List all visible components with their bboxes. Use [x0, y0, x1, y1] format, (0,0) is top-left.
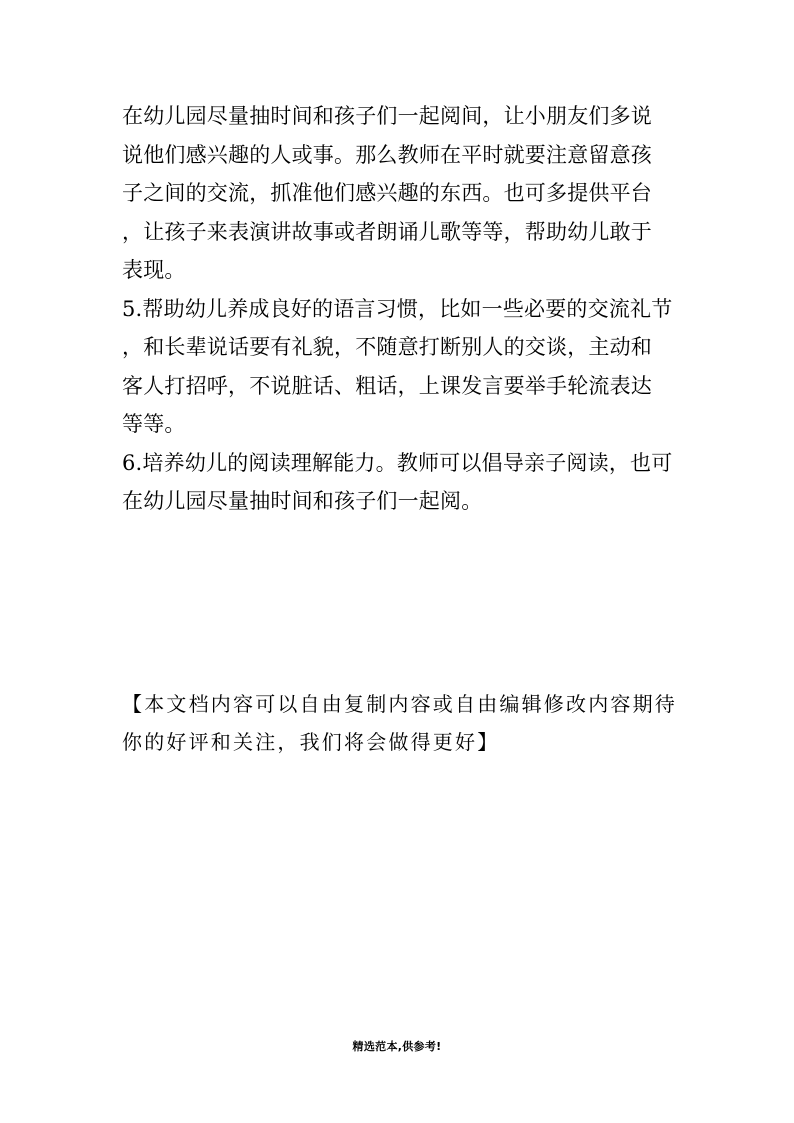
body-line: 5.帮助幼儿养成良好的语言习惯，比如一些必要的交流礼节 [122, 296, 673, 321]
body-line: 在幼儿园尽量抽时间和孩子们一起阅。 [122, 489, 483, 513]
note-line: 你的好评和关注，我们将会做得更好】 [122, 730, 500, 754]
page-footer: 精选范本,供参考! [352, 1040, 442, 1053]
body-line: 等等。 [122, 412, 186, 436]
body-line: ，让孩子来表演讲故事或者朗诵儿歌等等，帮助幼儿敢于 [122, 219, 652, 244]
body-line: 说他们感兴趣的人或事。那么教师在平时就要注意留意孩 [122, 142, 652, 167]
body-line: 子之间的交流，抓准他们感兴趣的东西。也可多提供平台 [122, 181, 652, 205]
body-line: 6.培养幼儿的阅读理解能力。教师可以倡导亲子阅读，也可 [122, 450, 673, 475]
body-line: 表现。 [122, 258, 186, 282]
body-line: 在幼儿园尽量抽时间和孩子们一起阅间，让小朋友们多说 [122, 104, 652, 128]
document-body [122, 97, 682, 521]
body-line: ，和长辈说话要有礼貌，不随意打断别人的交谈，主动和 [122, 335, 652, 359]
document-note [122, 685, 682, 761]
note-line: 【本文档内容可以自由复制内容或自由编辑修改内容期待 [122, 692, 677, 716]
body-line: 客人打招呼，不说脏话、粗话，上课发言要举手轮流表达 [122, 373, 652, 398]
